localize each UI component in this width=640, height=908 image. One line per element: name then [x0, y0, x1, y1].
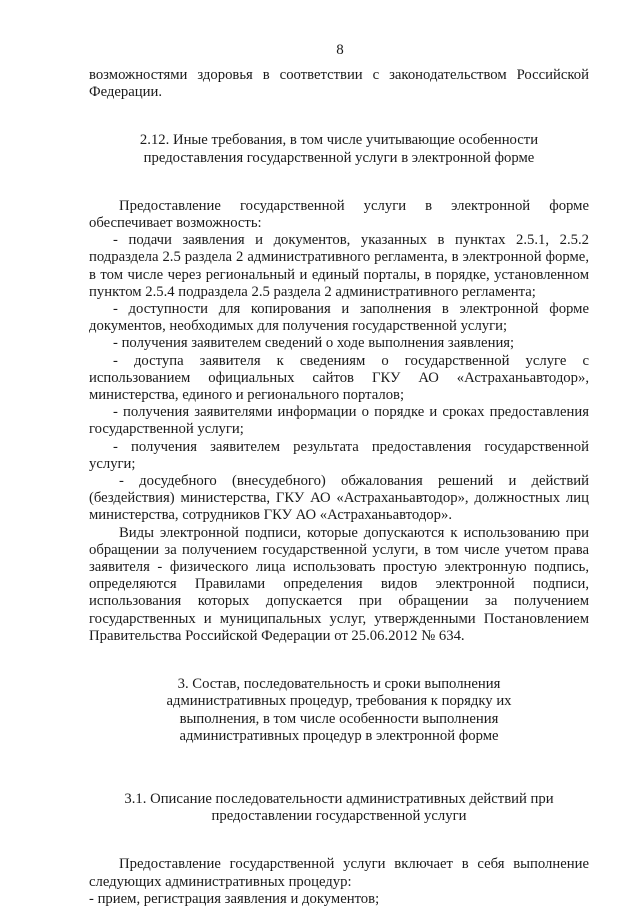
section-heading-line: 2.12. Иные требования, в том числе учитывающие особенности: [139, 132, 539, 149]
section-heading-line: предоставления государственной услуги в электронной форме: [143, 149, 535, 166]
list-item: - получения заявителем результата предоставления государственной услуги;: [89, 438, 589, 472]
section-heading-line: административных процедур, требования к порядку их: [166, 693, 512, 710]
list-item: - доступа заявителя к сведениям о государственной услуге с использованием официальных сайтов ГКУ АО «Астраханьавтодор», министерства, единого и регионального порталов;: [89, 352, 589, 404]
document-body: [89, 67, 589, 908]
section-2-12-heading: [89, 132, 589, 166]
section-heading-line: 3.1. Описание последовательности административных действий при: [124, 790, 554, 807]
list-item: - получения заявителем сведений о ходе выполнения заявления;: [113, 335, 515, 352]
list-item: - подачи заявления и документов, указанных в пунктах 2.5.1, 2.5.2 подраздела 2.5 раздела 2 административного регламента, в электронной форме, в том числе через региональный и единый порталы, в порядке, установленном пунктом 2.5.4 подраздела 2.5 раздела 2 административного регламента;: [89, 232, 589, 300]
section-heading-line: 3. Состав, последовательность и сроки выполнения: [177, 676, 501, 693]
list-item: - получения заявителями информации о порядке и сроках предоставления государственной услуги;: [89, 404, 589, 438]
section-lead-paragraph: Предоставление государственной услуги включает в себя выполнение следующих административных процедур:: [89, 856, 589, 890]
list-item: - прием, регистрация заявления и документов;: [89, 890, 380, 907]
signature-paragraph: Виды электронной подписи, которые допускаются к использованию при обращении за получением государственной услуги, в том числе учетом права заявителя - физического лица использовать простую электронную подпись, определяются Правилами определения видов электронной подписи, использования которых допускается при обращении за получением государственных и муниципальных услуг, утвержденными Постановлением Правительства Российской Федерации от 25.06.2012 № 634.: [89, 524, 589, 644]
list-item: - доступности для копирования и заполнения в электронной форме документов, необходимых для получения государственной услуги;: [89, 301, 589, 335]
section-lead-paragraph: Предоставление государственной услуги в электронной форме обеспечивает возможность:: [89, 197, 589, 232]
section-heading-line: предоставлении государственной услуги: [211, 808, 467, 825]
page-number: 8: [336, 42, 344, 58]
section-3-1-heading: [89, 791, 589, 825]
section-heading-line: выполнения, в том числе особенности выполнения: [179, 710, 499, 727]
intro-paragraph: возможностями здоровья в соответствии с законодательством Российской Федерации.: [89, 67, 589, 101]
section-heading-line: административных процедур в электронной форме: [179, 727, 499, 744]
list-item: - досудебного (внесудебного) обжалования решений и действий (бездействия) министерства, ГКУ АО «Астраханьавтодор», должностных лиц министерства, сотрудников ГКУ АО «Астраханьавтодор».: [89, 473, 589, 524]
section-3-heading: [89, 676, 589, 745]
